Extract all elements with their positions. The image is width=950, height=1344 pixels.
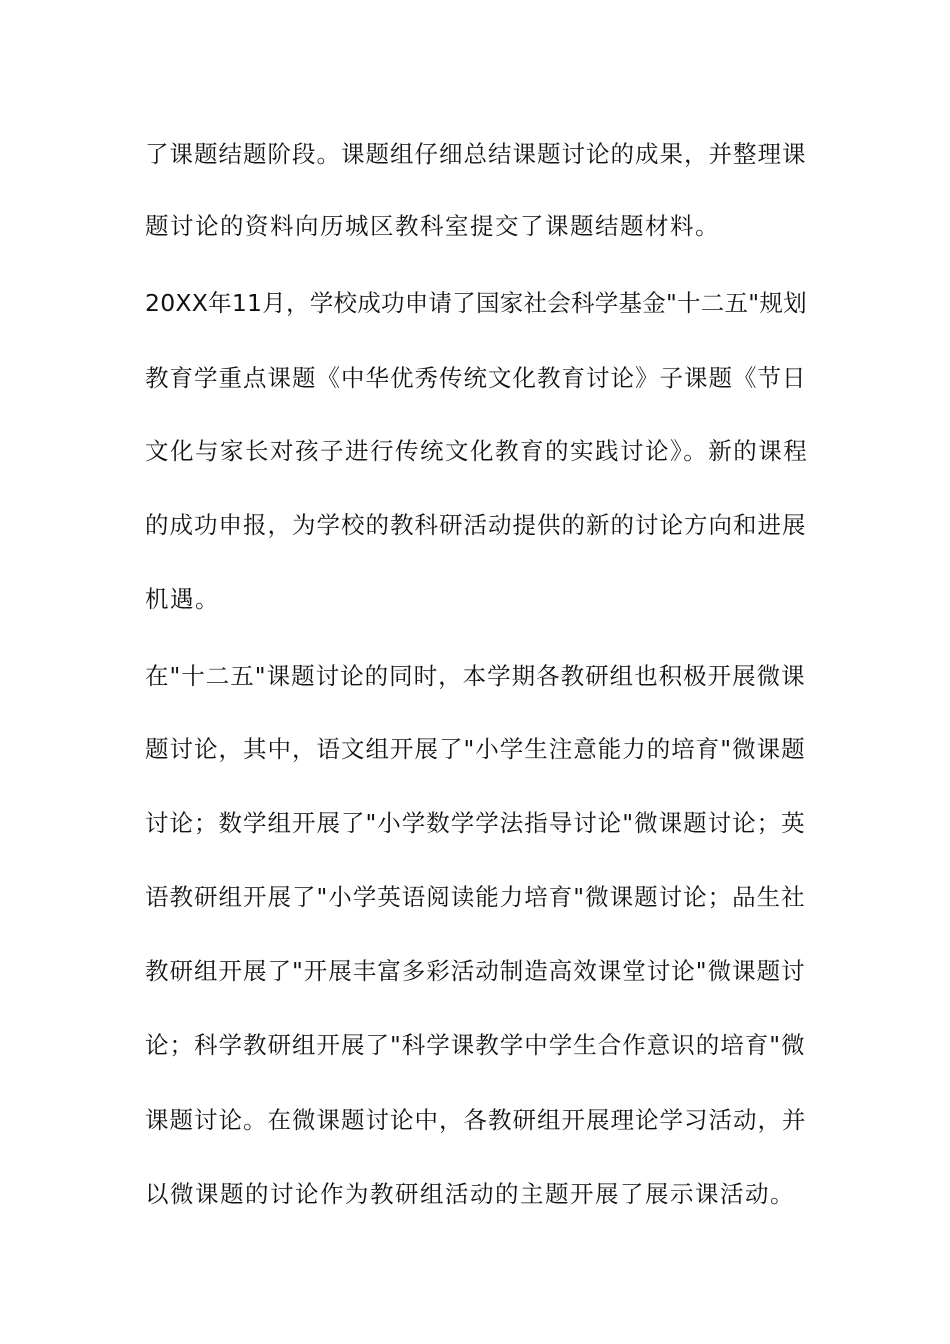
text-line: 教研组开展了"开展丰富多彩活动制造高效课堂讨论"微课题讨 [145, 957, 806, 985]
text-line: 机遇。 [145, 585, 220, 613]
text-line: 了课题结题阶段。课题组仔细总结课题讨论的成果，并整理课 [145, 140, 807, 168]
text-line: 题讨论的资料向历城区教科室提交了课题结题材料。 [145, 212, 720, 240]
text-line: 在"十二五"课题讨论的同时，本学期各教研组也积极开展微课 [145, 662, 806, 690]
text-line: 以微课题的讨论作为教研组活动的主题开展了展示课活动。 [145, 1180, 795, 1208]
text-line: 讨论；数学组开展了"小学数学学法指导讨论"微课题讨论；英 [145, 809, 806, 837]
text-line: 语教研组开展了"小学英语阅读能力培育"微课题讨论；品生社 [145, 883, 806, 911]
text-line: 的成功申报，为学校的教科研活动提供的新的讨论方向和进展 [145, 511, 807, 539]
text-line: 论；科学教研组开展了"科学课教学中学生合作意识的培育"微 [145, 1031, 806, 1059]
text-line: 文化与家长对孩子进行传统文化教育的实践讨论》。新的课程 [145, 437, 809, 465]
text-line: 课题讨论。在微课题讨论中，各教研组开展理论学习活动，并 [145, 1106, 807, 1134]
text-line: 题讨论，其中，语文组开展了"小学生注意能力的培育"微课题 [145, 735, 806, 763]
text-line: 20XX年11月，学校成功申请了国家社会科学基金"十二五"规划 [145, 289, 807, 317]
text-line: 教育学重点课题《中华优秀传统文化教育讨论》子课题《节日 [145, 364, 807, 392]
